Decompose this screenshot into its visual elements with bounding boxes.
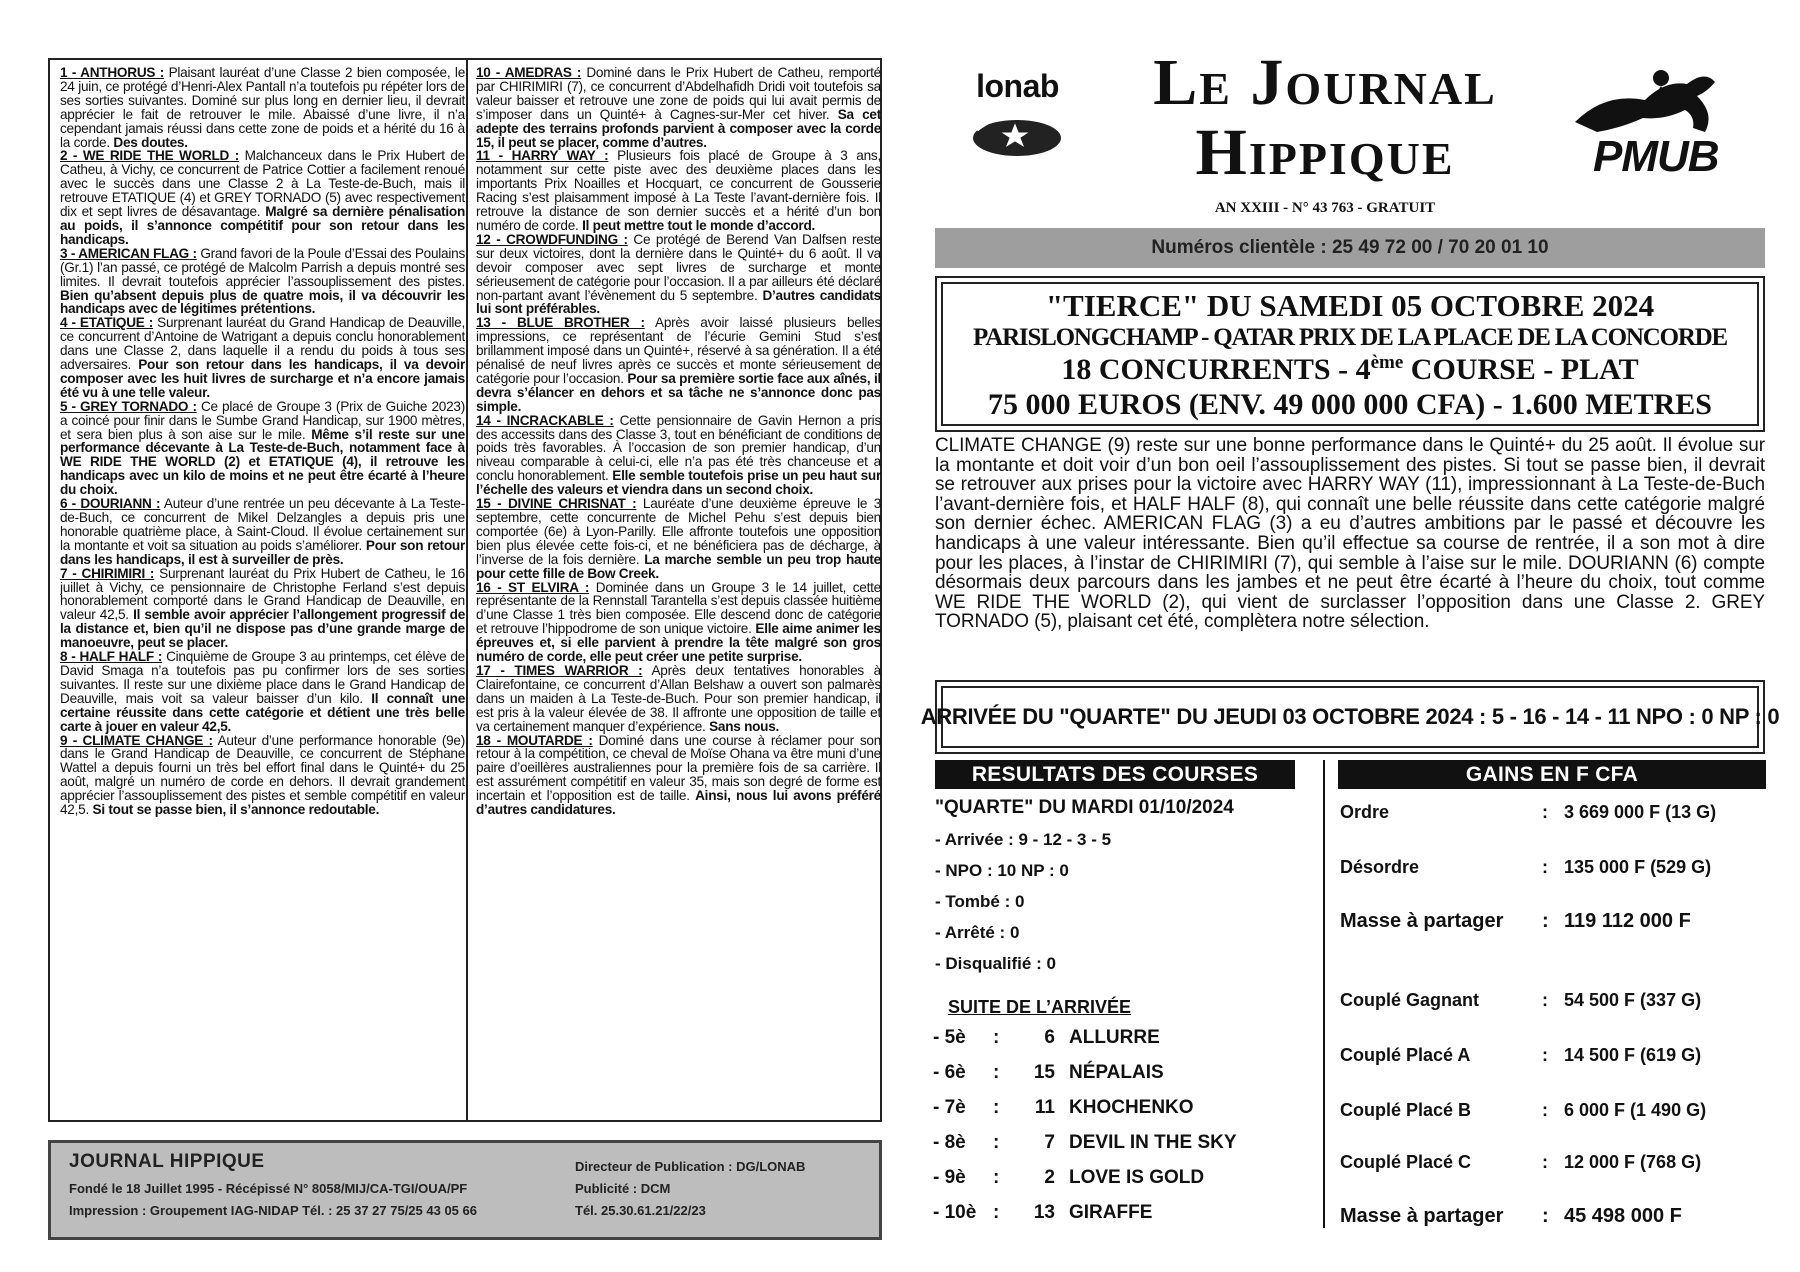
quarte-arrival-box <box>920 680 1780 754</box>
race-title: "TIERCE" DU SAMEDI 05 OCTOBRE 2024 <box>1045 288 1655 323</box>
suite-row <box>933 1097 1194 1119</box>
horse-description: Cette pensionnaire de Gavin Hernon a pris des accessits dans des Classe 3, tout en bénéficiant de conditions de poids très favorables. À l’occasion de son premier handicap, d’un niveau comparable à celui-ci, elle n’a pas été très chanceuse et a conclu honorablement. <box>476 412 881 484</box>
horse-description: Ce protégé de Berend Van Dalfsen reste sur deux victoires, dont la dernière dans le Quinté+ du 6 août. Il va devoir composer avec sept livres de surcharge et monte sérieusement de catégorie pour l’occasion. Il a par ailleurs été déclaré non-partant avant l’évènement du 5 septembre. <box>476 231 881 303</box>
gain-row <box>1340 910 1691 933</box>
gain-row <box>1340 1045 1701 1066</box>
column-divider <box>466 60 468 1120</box>
horse-verdict: Il semble avoir apprécier l’allongement progressif de la distance et, bien qu’il ne dispose pas d’une grande marge de manoeuvre, peut se placer. <box>60 607 465 651</box>
finish-rank: - 6è <box>933 1062 966 1083</box>
finish-rank: - 10è <box>933 1202 977 1223</box>
result-fallen: - Tombé : 0 <box>935 892 1025 911</box>
separator: : <box>993 1097 1000 1118</box>
race-type-text: COURSE - PLAT <box>1403 353 1639 386</box>
separator: : <box>993 1167 1000 1188</box>
horse-description: Plusieurs fois placé de Groupe à 3 ans, notamment sur cette piste avec des deuxième places dans les importants Prix Noailles et Hocquart, ce concurrent de Gousserie Racing s’est plaisamment imposé à La Teste l’avant-dernière fois. Il retrouve la distance de son dernier succès et a hérité d’un bon numéro de corde. <box>476 148 881 233</box>
horse-name: 18 - MOUTARDE : <box>476 732 593 748</box>
horse-entry <box>476 149 881 232</box>
horse-verdict: Ainsi, nous lui avons préféré d’autres candidatures. <box>476 788 881 818</box>
gains-header: GAINS EN F CFA <box>1338 760 1766 789</box>
horse-number: 2 <box>1044 1167 1055 1188</box>
horse-name: DEVIL IN THE SKY <box>1069 1132 1237 1153</box>
separator: : <box>993 1027 1000 1048</box>
pmub-logo <box>1565 62 1760 182</box>
quarte-date: "QUARTE" DU MARDI 01/10/2024 <box>935 797 1234 818</box>
horse-entry <box>60 400 465 497</box>
finish-rank: - 7è <box>933 1097 966 1118</box>
race-runners-text: 18 CONCURRENTS - 4 <box>1061 353 1371 386</box>
horse-entry <box>60 316 465 399</box>
horse-number: 6 <box>1044 1027 1055 1048</box>
separator: : <box>1542 910 1549 932</box>
horse-verdict: Si tout se passe bien, il s’annonce redoutable. <box>92 802 380 818</box>
race-venue: PARISLONGCHAMP - QATAR PRIX DE LA PLACE DE LA CONCORDE <box>973 324 1727 351</box>
horse-entry <box>60 734 465 817</box>
gain-label: Masse à partager <box>1340 1205 1504 1227</box>
horse-verdict: Pour sa première sortie face aux aînés, il devra s’élancer en dehors et sa tâche ne s’annonce donc pas simple. <box>476 370 881 414</box>
horse-description: Malchanceux dans le Prix Hubert de Catheu, à Vichy, ce concurrent de Patrice Cottier a facilement renoué avec le succès dans une Classe 2 à La Teste-de-Buch, mais il retrouve ETATIQUE (4) et GREY TORNADO (5) avec respectivement dix et sept livres de désavantage. <box>60 148 465 220</box>
horse-entry <box>476 66 881 149</box>
race-info-box <box>935 276 1765 432</box>
horse-name: 16 - ST ELVIRA : <box>476 579 590 595</box>
horse-description: Dominé dans une course à réclamer pour son retour à la compétition, ce cheval de Moïse Ohana va être muni d’une paire d’oeillères australiennes pour la première fois de sa carrière. Il est assurément compétitif en valeur 35, mais son degré de forme est incertain et l’opposition est de taille. <box>476 732 881 804</box>
race-ordinal-suffix: ème <box>1370 352 1404 373</box>
footer-phone: Tél. 25.30.61.21/22/23 <box>575 1203 706 1218</box>
gain-row <box>1340 857 1711 878</box>
horse-entry <box>476 233 881 316</box>
separator: : <box>1542 1045 1548 1065</box>
horse-name: 2 - WE RIDE THE WORLD : <box>60 148 240 164</box>
horse-name: 14 - INCRACKABLE : <box>476 412 614 428</box>
suite-row <box>933 1132 1237 1154</box>
race-prognosis: CLIMATE CHANGE (9) reste sur une bonne performance dans le Quinté+ du 25 août. Il évolue sur la montante et doit voir d’un bon oeil l’assouplissement des pistes. Si tout se passe bien, il devrait se retrouver aux prises pour la victoire avec HARRY WAY (11), impressionnant à La Teste-de-Buch l’avant-dernière fois, et HALF HALF (8), qui connaît une belle réussite dans cette catégorie malgré son dernier échec. AMERICAN FLAG (3) a eu d’autres ambitions par le passé et découvre les handicaps à une valeur intéressante. Bien qu’il effectue sa course de rentrée, il a son mot à dire pour les places, à l’instar de CHIRIMIRI (7), qui semble à l’aise sur le mile. DOURIANN (6) compte désormais deux parcours dans les jambes et ne peut être écarté à l’heure du choix, tout comme WE RIDE THE WORLD (2), qui vient de surclasser l’opposition dans une Classe 2. GREY TORNADO (5), plaisant cet été, complètera notre sélection. <box>935 435 1765 633</box>
horse-name: 13 - BLUE BROTHER : <box>476 315 645 331</box>
commentary-column-1 <box>60 66 465 1114</box>
horse-entry <box>476 316 881 413</box>
horse-verdict: Sans nous. <box>709 718 780 734</box>
lonab-wordmark: lonab <box>976 68 1059 104</box>
race-runners <box>943 352 1757 387</box>
horse-description: Grand favori de la Poule d’Essai des Poulains (Gr.1) l’an passé, ce protégé de Malcolm Parrish a depuis montré ses limites. Il devrait toutefois apprécier l’assouplissement des pistes. <box>60 245 465 289</box>
horse-verdict: Elle semble toutefois prise un peu haut sur l’échelle des valeurs et viendra dans un second choix. <box>476 468 881 498</box>
gain-label: Couplé Gagnant <box>1340 990 1479 1010</box>
horse-name: 5 - GREY TORNADO : <box>60 398 197 414</box>
horse-description: Dominée dans un Groupe 3 le 14 juillet, cette représentante de la Rennstall Tarantella s’est depuis classée huitième d’une Classe 1 très bien composée. Elle descend donc de catégorie et retrouve l’hippodrome de son unique victoire. <box>476 579 881 637</box>
gain-label: Ordre <box>1340 802 1390 822</box>
horse-entry <box>476 581 881 664</box>
separator: : <box>1542 1100 1548 1120</box>
separator: : <box>1542 1205 1549 1227</box>
horse-name: 9 - CLIMATE CHANGE : <box>60 732 213 748</box>
horse-description: Ce placé de Groupe 3 (Prix de Guiche 2023) a coincé pour finir dans le Sumbe Grand Handicap, sur 1900 mètres, et sera bien plus à son aise sur le mile. <box>60 398 465 442</box>
horse-verdict: Il connaît une certaine réussite dans cette catégorie et détient une très belle carte à jouer en valeur 42,5. <box>60 690 465 734</box>
horse-name: 10 - AMEDRAS : <box>476 66 582 80</box>
horse-entry <box>476 664 881 734</box>
gain-value: 3 669 000 F (13 G) <box>1564 802 1717 822</box>
horse-verdict: La marche semble un peu trop haute pour cette fille de Bow Creek. <box>476 551 881 581</box>
result-stopped: - Arrêté : 0 <box>935 923 1020 942</box>
horse-name: ALLURRE <box>1069 1027 1160 1048</box>
finish-rank: - 9è <box>933 1167 966 1188</box>
gain-value: 6 000 F (1 490 G) <box>1564 1100 1707 1120</box>
horse-verdict: Malgré sa dernière pénalisation au poids, il s’annonce compétitif pour son retour dans les handicaps. <box>60 204 465 247</box>
horse-name: NÉPALAIS <box>1069 1062 1164 1083</box>
gain-value: 12 000 F (768 G) <box>1564 1152 1702 1172</box>
horse-commentary-panel <box>48 58 882 1122</box>
horse-name: 11 - HARRY WAY : <box>476 148 609 164</box>
separator: : <box>1542 802 1548 822</box>
suite-row <box>933 1062 1164 1084</box>
footer-title: JOURNAL HIPPIQUE <box>69 1151 265 1172</box>
issue-number: AN XXIII - N° 43 763 - GRATUIT <box>1214 200 1436 216</box>
result-disqualified: - Disqualifié : 0 <box>935 954 1056 973</box>
horse-entry <box>476 734 881 817</box>
pmub-wordmark: PMUB <box>1593 132 1719 181</box>
horse-description: Lauréate d’une deuxième épreuve le 3 septembre, cette concurrente de Michel Pehu s’est depuis bien comportée (6e) à Lyon-Parilly. Elle affronte toutefois une opposition bien plus élevée cette fois-ci, et ne bénéficiera pas de décharge, à l’inverse de la fois dernière. <box>476 496 881 567</box>
gain-label: Désordre <box>1340 857 1420 877</box>
race-prize: 75 000 EUROS (ENV. 49 000 000 CFA) - 1.600 METRES <box>988 388 1712 421</box>
horse-name: 3 - AMERICAN FLAG : <box>60 245 197 261</box>
horse-number: 13 <box>1033 1202 1055 1223</box>
footer-director: Directeur de Publication : DG/LONAB <box>575 1159 806 1174</box>
horse-verdict: Sa cet adepte des terrains profonds parvient à composer avec la corde 15, il peut se placer, comme d’autres. <box>476 106 881 150</box>
horse-entry <box>476 414 881 497</box>
lonab-logo <box>955 60 1085 160</box>
horse-description: Auteur d’une rentrée un peu décevante à La Teste-de-Buch, ce concurrent de Mikel Delzangles a depuis pris une honorable quatrième place, à Saint-Cloud. Il évolue certainement sur la montante et voit sa situation au poids s’améliorer. <box>60 496 465 553</box>
finish-rank: - 5è <box>933 1027 966 1048</box>
horse-description: Dominé dans le Prix Hubert de Catheu, remporté par CHIRIMIRI (7), ce concurrent d’Abdelhafidh Dridi voit toutefois sa valeur baisser et retrouve une zone de poids qui lui avait permis de s’imposer dans un Quinté+ à Cagnes-sur-Mer cet hiver. <box>476 66 881 122</box>
result-arrival: - Arrivée : 9 - 12 - 3 - 5 <box>935 830 1112 849</box>
results-header: RESULTATS DES COURSES <box>935 760 1295 789</box>
separator: : <box>1542 857 1548 877</box>
horse-verdict: Même s’il reste sur une performance décevante à La Teste-de-Buch, notamment face à WE RIDE THE WORLD (2) et ETATIQUE (4), il retrouve les handicaps avec un kilo de moins et ne peut être écarté à l’heure du choix. <box>60 426 465 498</box>
newspaper-title <box>1095 48 1555 188</box>
gain-row <box>1340 1205 1682 1228</box>
gain-label: Couplé Placé A <box>1340 1045 1471 1065</box>
horse-name: 6 - DOURIANN : <box>60 496 161 512</box>
quarte-arrival-inner <box>920 686 1780 748</box>
jumping-horse-icon <box>1565 62 1760 142</box>
horse-verdict: Elle aime animer les épreuves et, si elle parvient à prendre la tête malgré son gros numéro de corde, elle peut créer une petite surprise. <box>476 621 881 665</box>
title-line-1: Le Journal <box>1153 46 1497 119</box>
horse-description: Après avoir laissé plusieurs belles impressions, ce représentant de l’écurie Gemini Stud s’est brillamment imposé dans un Quinté+, réservé à sa génération. Il a été pénalisé de neuf livres après ce succès et monte sérieusement de catégorie pour l’occasion. <box>476 315 881 386</box>
publication-footer <box>48 1140 882 1240</box>
gain-value: 14 500 F (619 G) <box>1564 1045 1702 1065</box>
horse-name: 7 - CHIRIMIRI : <box>60 565 155 581</box>
footer-founded: Fondé le 18 Juillet 1995 - Récépissé N° 8058/MIJ/CA-TGI/OUA/PF <box>69 1181 468 1196</box>
separator: : <box>1542 990 1548 1010</box>
separator: : <box>993 1202 1000 1223</box>
horse-verdict: Des doutes. <box>113 134 188 150</box>
gain-row <box>1340 1152 1701 1173</box>
horse-name: 1 - ANTHORUS : <box>60 66 165 80</box>
horse-name: GIRAFFE <box>1069 1202 1153 1223</box>
horse-name: 4 - ETATIQUE : <box>60 315 154 331</box>
gain-row <box>1340 802 1716 823</box>
gain-value: 119 112 000 F <box>1564 910 1691 932</box>
horse-number: 7 <box>1044 1132 1055 1153</box>
horse-name: 15 - DIVINE CHRISNAT : <box>476 496 637 512</box>
gain-label: Masse à partager <box>1340 910 1504 932</box>
horse-description: Surprenant lauréat du Grand Handicap de Deauville, ce concurrent d’Antoine de Watrigant a depuis conclu honorablement dans une Classe 2, dans laquelle il a rendu du poids à tous ses adversaires. <box>60 315 465 373</box>
horse-number: 11 <box>1034 1097 1055 1118</box>
horse-entry <box>60 497 465 567</box>
suite-arrival-title: SUITE DE L’ARRIVÉE <box>948 997 1132 1017</box>
horse-name: 12 - CROWDFUNDING : <box>476 231 628 247</box>
separator: : <box>1542 1152 1548 1172</box>
finish-rank: - 8è <box>933 1132 966 1153</box>
horse-verdict: Pour son retour dans les handicaps, il va devoir composer avec les huit livres de surcharge et n’a encore jamais été vu à une telle valeur. <box>60 357 465 400</box>
footer-printing: Impression : Groupement IAG-NIDAP Tél. : 25 37 27 75/25 43 05 66 <box>69 1203 477 1218</box>
horse-name: LOVE IS GOLD <box>1069 1167 1205 1188</box>
race-info-inner <box>941 282 1759 426</box>
horse-description: Auteur d’une performance honorable (9e) dans le Grand Handicap de Deauville, ce concurrent de Stéphane Wattel a depuis fourni un très bel effort final dans le Quinté+ du 25 août, malgré un numéro de corde en dehors. Il devrait grandement apprécier l’assouplissement des pistes et semble compétitif en valeur 42,5. <box>60 732 465 818</box>
suite-row <box>933 1027 1160 1049</box>
horse-name: KHOCHENKO <box>1069 1097 1194 1118</box>
gain-value: 45 498 000 F <box>1564 1205 1682 1227</box>
gain-row <box>1340 1100 1706 1121</box>
lonab-emblem-icon <box>955 60 1085 160</box>
results-divider <box>1323 760 1325 1228</box>
horse-verdict: Pour son retour dans les handicaps, il est à surveiller de près. <box>60 537 465 567</box>
horse-entry <box>60 650 465 733</box>
horse-description: Après deux tentatives honorables à Clairefontaine, ce concurrent d’Allan Belshaw a ouvert son palmarès dans un maiden à La Teste-de-Buch. Pour son premier handicap, il est pris à la valeur élevée de 38. Il affronte une opposition de taille et va certainement manquer d’expérience. <box>476 662 881 734</box>
title-line-2: Hippique <box>1195 116 1455 189</box>
separator: : <box>993 1062 1000 1083</box>
footer-advertising: Publicité : DCM <box>575 1181 671 1196</box>
horse-verdict: D’autres candidats lui sont préférables. <box>476 287 881 317</box>
commentary-column-2 <box>476 66 881 1114</box>
horse-entry <box>60 247 465 317</box>
quarte-arrival-text: ARRIVÉE DU "QUARTE" DU JEUDI 03 OCTOBRE 2024 : 5 - 16 - 14 - 11 NPO : 0 NP : 0 <box>920 704 1780 729</box>
horse-number: 15 <box>1033 1062 1055 1083</box>
horse-description: Surprenant lauréat du Prix Hubert de Catheu, le 16 juillet à Vichy, ce pensionnaire de Christophe Ferland s’est depuis honorablement comporté dans le Grand Handicap de Deauville, en valeur 42,5. <box>60 565 465 623</box>
horse-entry <box>476 497 881 580</box>
horse-verdict: Bien qu’absent depuis plus de quatre mois, il va découvrir les handicaps avec de légitimes prétentions. <box>60 287 465 317</box>
horse-description: Cinquième de Groupe 3 au printemps, cet élève de David Smaga n’a toutefois pas pu confirmer lors de ses sorties suivantes. Il reste sur une dixième place dans le Grand Handicap de Deauville, mais voit sa valeur baisser d’un kilo. <box>60 649 465 706</box>
suite-row <box>933 1202 1152 1224</box>
gain-row <box>1340 990 1701 1011</box>
gain-value: 135 000 F (529 G) <box>1564 857 1712 877</box>
suite-row <box>933 1167 1204 1189</box>
gain-label: Couplé Placé B <box>1340 1100 1472 1120</box>
separator: : <box>993 1132 1000 1153</box>
horse-name: 17 - TIMES WARRIOR : <box>476 662 643 678</box>
result-npo: - NPO : 10 NP : 0 <box>935 861 1069 880</box>
gain-value: 54 500 F (337 G) <box>1564 990 1702 1010</box>
horse-entry <box>60 66 465 149</box>
horse-entry <box>60 567 465 650</box>
horse-entry <box>60 149 465 246</box>
client-numbers-bar: Numéros clientèle : 25 49 72 00 / 70 20 01 10 <box>935 228 1765 268</box>
gain-label: Couplé Placé C <box>1340 1152 1472 1172</box>
horse-description: Plaisant lauréat d’une Classe 2 bien composée, le 24 juin, ce protégé d’Henri-Alex Pantall n’a toutefois pu répéter lors de ses sorties suivantes. Dominé sur plus long en dernier lieu, il devrait apprécier le fait de retrouver le mile. Abaissé d’une livre, il n’a cependant jamais réussi dans cette zone de poids et a hérité du 16 à la corde. <box>60 66 465 150</box>
horse-name: 8 - HALF HALF : <box>60 649 163 665</box>
horse-verdict: Il peut mettre tout le monde d’accord. <box>582 217 816 233</box>
